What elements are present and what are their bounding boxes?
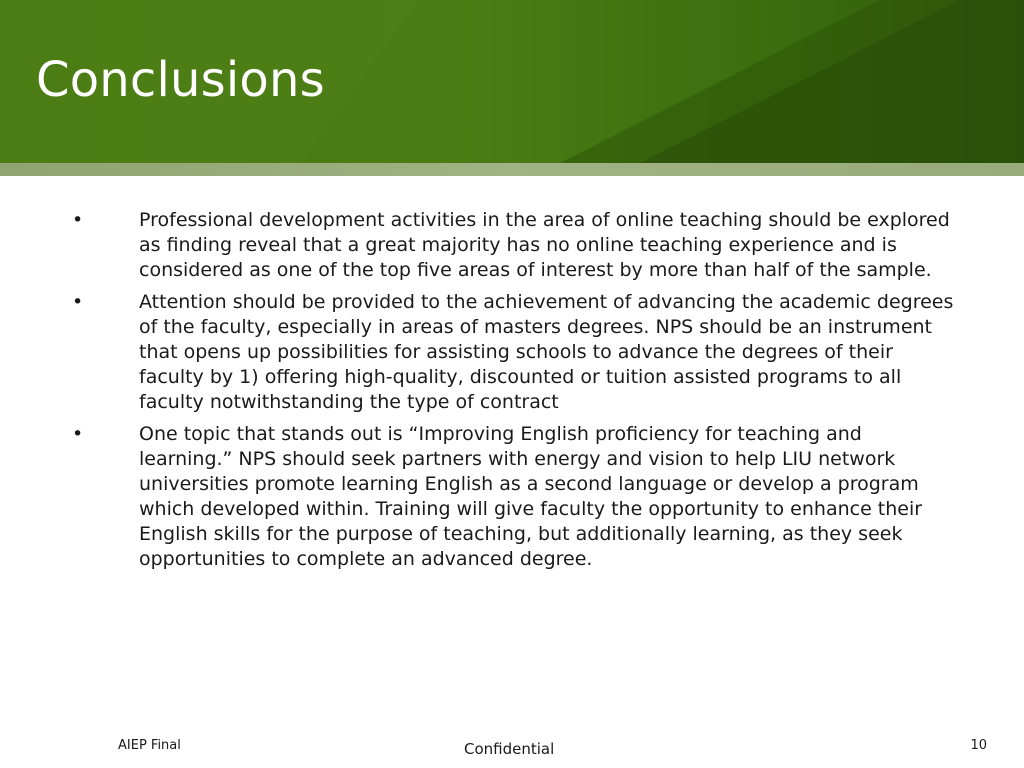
bullet-item	[0, 208, 1024, 283]
bullet-item	[0, 290, 1024, 415]
footer-label: AIEP Final	[118, 738, 181, 753]
bullet-item	[0, 422, 1024, 572]
slide-title: Conclusions	[36, 52, 325, 108]
page-number: 10	[970, 738, 987, 753]
bullet-icon: •	[72, 423, 84, 445]
bullet-list	[0, 208, 1024, 579]
bullet-text: Attention should be provided to the achievement of advancing the academic degrees of the faculty, especially in areas of masters degrees. NPS should be an instrument that opens up possibilities for assisting schools to advance the degrees of their faculty by 1) offering high-quality, discounted or tuition assisted programs to all faculty notwithstanding the type of contract	[139, 291, 954, 413]
bullet-icon: •	[72, 291, 84, 313]
bullet-text: One topic that stands out is “Improving English proficiency for teaching and learning.” NPS should seek partners with energy and vision to help LIU network universities promote learning English as a second language or develop a program which developed within. Training will give faculty the opportunity to enhance their English skills for the purpose of teaching, but additionally learning, as they seek opportunities to complete an advanced degree.	[139, 423, 923, 570]
bullet-text: Professional development activities in the area of online teaching should be explored as finding reveal that a great majority has no online teaching experience and is considered as one of the top five areas of interest by more than half of the sample.	[139, 209, 950, 281]
title-bar	[0, 0, 1024, 163]
header-stripe	[0, 163, 1024, 176]
footer-confidential: Confidential	[464, 740, 555, 758]
bullet-icon: •	[72, 209, 84, 231]
